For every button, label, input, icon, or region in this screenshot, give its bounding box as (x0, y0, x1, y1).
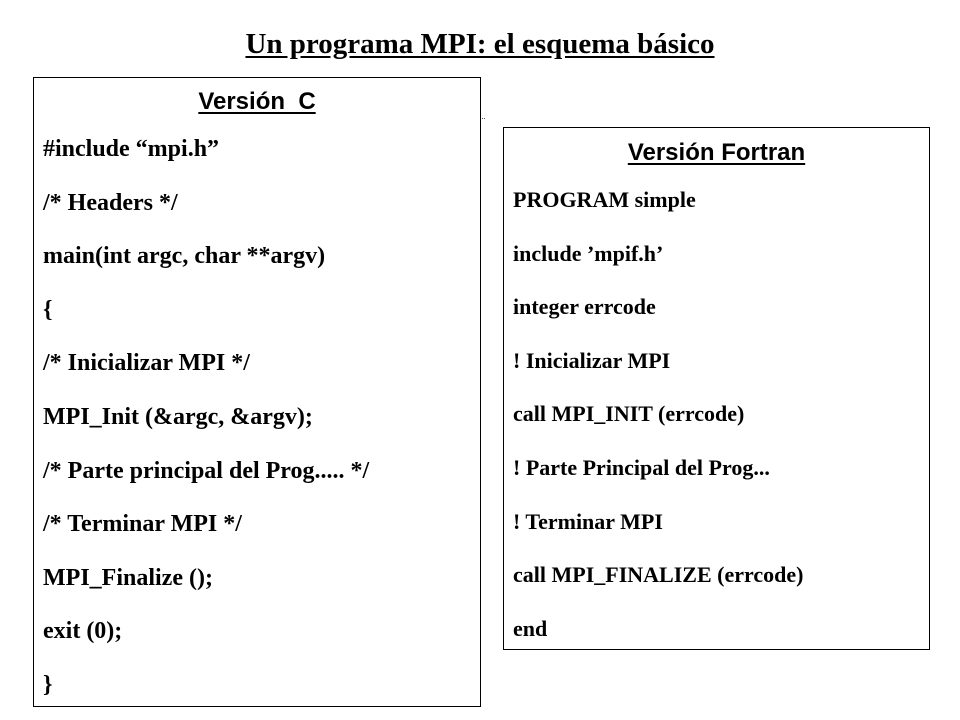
fortran-code-line: ! Parte Principal del Prog... (513, 454, 770, 480)
c-version-heading: Versión C (198, 88, 316, 115)
fortran-code-list (513, 183, 803, 665)
c-code-line: #include “mpi.h” (43, 136, 220, 162)
fortran-version-box (503, 127, 930, 650)
fortran-code-line: call MPI_INIT (errcode) (513, 401, 745, 427)
c-code-line: /* Headers */ (43, 189, 178, 216)
c-code-line: /* Parte principal del Prog..... */ (43, 457, 370, 484)
c-code-line: /* Inicializar MPI */ (43, 350, 250, 377)
c-code-line: MPI_Finalize (); (43, 564, 213, 591)
slide-title: Un programa MPI: el esquema básico (245, 28, 715, 60)
c-code-line: /* Terminar MPI */ (43, 511, 242, 538)
c-code-line: { (43, 296, 53, 323)
fortran-code-line: end (513, 615, 548, 641)
c-code-line: MPI_Init (&argc, &argv); (43, 403, 313, 430)
fortran-code-line: ! Inicializar MPI (513, 347, 671, 373)
fortran-code-line: include ’mpif.h’ (513, 240, 664, 266)
c-code-line: } (43, 671, 53, 698)
c-code-list (43, 132, 369, 720)
fortran-code-line: PROGRAM simple (513, 187, 696, 212)
c-code-line: main(int argc, char **argv) (43, 243, 326, 270)
fortran-code-line: ! Terminar MPI (513, 508, 663, 534)
fortran-code-line: integer errcode (513, 294, 656, 320)
c-version-box (33, 77, 481, 707)
fortran-code-line: call MPI_FINALIZE (errcode) (513, 562, 804, 588)
fortran-version-heading: Versión Fortran (627, 139, 806, 166)
c-code-line: exit (0); (43, 618, 123, 645)
